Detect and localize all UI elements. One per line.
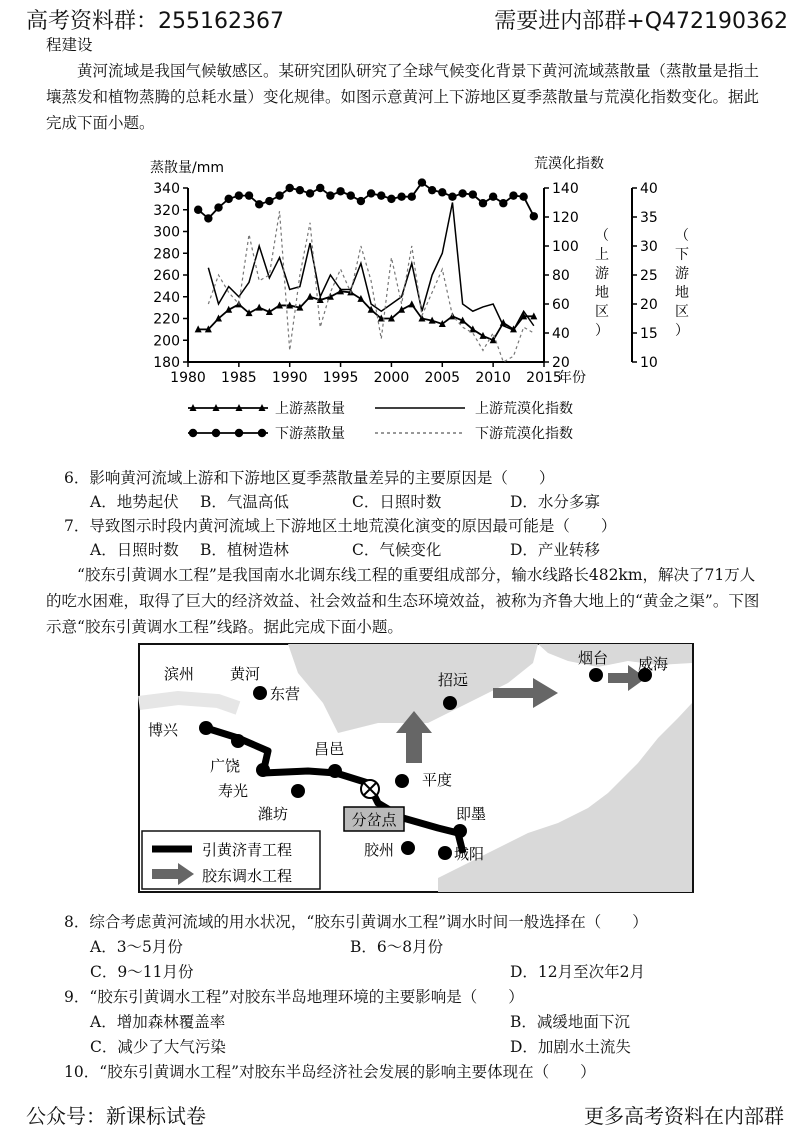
y-left-tick-label: 280 (153, 246, 180, 263)
y-right1-tick-label: 140 (552, 181, 579, 197)
y-right1-axis-title: 游 (595, 266, 609, 282)
q9-option-c: C．减少了大气污染 (90, 1038, 226, 1056)
q7-option-d: D．产业转移 (510, 541, 600, 559)
y-right2-tick-label: 10 (640, 355, 658, 371)
series-point (438, 188, 446, 196)
y-left-axis-title: 蒸散量/mm (150, 160, 224, 176)
legend-label: 下游蒸散量 (275, 426, 345, 442)
label-changyi: 昌邑 (314, 740, 345, 758)
city-dot-shouguang (256, 763, 270, 777)
label-weifang: 潍坊 (258, 805, 289, 823)
y-left-tick-label: 340 (153, 181, 180, 197)
legend-marker (189, 429, 197, 437)
water-diversion-map (138, 643, 694, 893)
y-right1-axis-title: （ (595, 228, 609, 244)
series-point (357, 197, 365, 205)
y-right1-axis-title: 地 (595, 285, 609, 301)
x-tick-label: 2010 (475, 370, 511, 386)
label-huanghe: 黄河 (230, 665, 261, 683)
legend-marker (212, 429, 220, 437)
y-right2-tick-label: 35 (640, 210, 658, 226)
series-point (367, 189, 375, 197)
label-yantai: 烟台 (578, 649, 609, 667)
series-point (235, 191, 243, 199)
q9-option-a: A．增加森林覆盖率 (90, 1013, 226, 1031)
series-point (194, 206, 202, 214)
footer-left: 公众号：新课标试卷 (26, 1104, 206, 1128)
label-pingdu: 平度 (422, 771, 453, 789)
series-point (428, 186, 436, 194)
series-point (357, 295, 364, 302)
y-right1-tick-label: 80 (552, 268, 570, 284)
series-point (387, 195, 395, 203)
city-dot-weifang (291, 784, 305, 798)
y-right1-axis-title: ） (595, 323, 609, 339)
x-tick-label: 1990 (271, 370, 308, 386)
y-right-axis-title: 荒漠化指数 (534, 156, 604, 172)
q7-option-c: C．气候变化 (352, 541, 442, 559)
city-dot-boxing (199, 721, 213, 735)
q8-option-b: B．6～8月份 (350, 938, 444, 956)
question-9: 9．“胶东引黄调水工程”对胶东半岛地理环境的主要影响是（ ） (64, 988, 524, 1006)
question-10: 10．“胶东引黄调水工程”对胶东半岛经济社会发展的影响主要体现在（ ） (64, 1063, 596, 1081)
y-right2-tick-label: 15 (640, 326, 658, 342)
q6-option-a: A．地势起伏 (90, 493, 179, 511)
label-dongying: 东营 (270, 685, 301, 703)
series-point (306, 189, 314, 197)
legend-marker (235, 429, 243, 437)
series-point (408, 300, 415, 307)
y-left-tick-label: 200 (153, 333, 180, 350)
legend-label: 上游蒸散量 (275, 401, 345, 417)
city-dot-jimo (453, 824, 467, 838)
y-right1-tick-label: 100 (552, 239, 579, 255)
header-right: 需要进内部群+Q472190362 (494, 9, 788, 34)
series-point (377, 191, 385, 199)
series-point (499, 199, 507, 207)
y-right1-tick-label: 20 (552, 355, 570, 371)
y-right1-tick-label: 120 (552, 210, 579, 226)
series-point (224, 195, 232, 203)
x-tick-label: 2005 (424, 370, 461, 386)
footer-right: 更多高考资料在内部群 (584, 1104, 784, 1128)
y-right2-tick-label: 30 (640, 239, 658, 255)
y-right1-tick-label: 40 (552, 326, 570, 342)
question-7: 7．导致图示时段内黄河流域上下游地区土地荒漠化演变的原因最可能是（ ） (64, 517, 617, 535)
city-dot-guangrao (231, 734, 245, 748)
y-right1-axis-title: 区 (595, 304, 609, 320)
city-dot-pingdu (395, 774, 409, 788)
y-right2-axis-title: ） (675, 323, 689, 339)
legend-label: 上游荒漠化指数 (475, 401, 573, 417)
y-right2-axis-title: 地 (675, 285, 689, 301)
q7-option-a: A．日照时数 (90, 541, 179, 559)
y-left-tick-label: 300 (153, 224, 180, 241)
q9-option-b: B．减缓地面下沉 (510, 1013, 630, 1031)
legend-marker (258, 429, 266, 437)
legend-label: 下游荒漠化指数 (475, 426, 573, 442)
question-6: 6．影响黄河流域上游和下游地区夏季蒸散量差异的主要原因是（ ） (64, 469, 555, 487)
city-dot-jiaozhou (401, 841, 415, 855)
y-left-tick-label: 320 (153, 202, 180, 219)
series-point (489, 193, 497, 201)
q7-option-b: B．植树造林 (200, 541, 289, 559)
q8-option-d: D．12月至次年2月 (510, 963, 646, 981)
series-point (296, 186, 304, 194)
continued-line: 程建设 (46, 36, 93, 54)
y-left-tick-label: 180 (153, 355, 180, 371)
series-point (326, 191, 334, 199)
series-point (347, 191, 355, 199)
y-left-tick-label: 240 (153, 289, 180, 306)
city-dot-changyi (328, 764, 342, 778)
label-binzhou: 滨州 (164, 665, 195, 683)
series-point (418, 178, 426, 186)
x-tick-label: 2015 (526, 370, 562, 386)
evapotranspiration-chart (150, 150, 710, 450)
x-tick-label: 1995 (322, 370, 359, 386)
x-tick-label: 2000 (373, 370, 410, 386)
label-guangrao: 广饶 (210, 757, 241, 775)
label-jiaozhou: 胶州 (364, 841, 395, 859)
label-chengyang: 城阳 (454, 845, 485, 863)
series-point (458, 189, 466, 197)
legend-label-2: 胶东调水工程 (202, 867, 293, 885)
y-right2-axis-title: 区 (675, 304, 689, 320)
series-point (307, 293, 314, 300)
city-dot-dongying (253, 686, 267, 700)
series-point (469, 190, 477, 198)
label-zhaoyuan: 招远 (438, 671, 469, 689)
y-right2-tick-label: 40 (640, 181, 658, 197)
y-right2-axis-title: 下 (675, 247, 689, 263)
q6-option-d: D．水分多寡 (510, 493, 600, 511)
series-line (208, 211, 533, 362)
x-tick-label: 1980 (170, 370, 206, 386)
q9-option-d: D．加剧水土流失 (510, 1038, 631, 1056)
series-point (214, 203, 222, 211)
intro-paragraph-1: 黄河流域是我国气候敏感区。某研究团队研究了全球气候变化背景下黄河流域蒸散量（蒸散量是指土壤蒸发和植物蒸腾的总耗水量）变化规律。如图示意黄河上下游地区夏季蒸散量与荒漠化指数变化。据此完成下面小题。 (46, 62, 760, 132)
y-right2-axis-title: （ (675, 228, 689, 244)
y-right1-axis-title: 上 (595, 247, 609, 263)
q8-option-c: C．9～11月份 (90, 963, 194, 981)
city-dot-zhaoyuan (443, 696, 457, 710)
series-point (448, 193, 456, 201)
series-point (479, 199, 487, 207)
label-jimo: 即墨 (456, 805, 487, 823)
header-left: 高考资料群：255162367 (26, 9, 284, 34)
series-point (408, 193, 416, 201)
branch-point-label: 分岔点 (351, 811, 397, 829)
y-right1-tick-label: 60 (552, 297, 570, 313)
q6-option-b: B．气温高低 (200, 493, 289, 511)
city-dot-chengyang (438, 846, 452, 860)
series-point (255, 200, 263, 208)
city-dot-yantai (589, 668, 603, 682)
series-point (275, 191, 283, 199)
series-point (204, 214, 212, 222)
label-boxing: 博兴 (148, 721, 179, 739)
series-point (245, 191, 253, 199)
series-point (265, 197, 273, 205)
series-point (519, 193, 527, 201)
legend-label-1: 引黄济青工程 (202, 841, 293, 859)
y-right2-axis-title: 游 (675, 266, 689, 282)
q8-option-a: A．3～5月份 (90, 938, 183, 956)
series-point (509, 191, 517, 199)
intro-paragraph-2: “胶东引黄调水工程”是我国南水北调东线工程的重要组成部分，输水线路长482km，解决了71万人的吃水困难，取得了巨大的经济效益、社会效益和生态环境效益，被称为齐鲁大地上的“黄金之渠”。下图示意“胶东引黄调水工程”线路。据此完成下面小题。 (46, 566, 760, 636)
series-point (256, 304, 263, 311)
x-tick-label: 1985 (221, 370, 257, 386)
y-left-tick-label: 260 (153, 268, 180, 284)
series-point (530, 212, 538, 220)
question-8: 8．综合考虑黄河流域的用水状况，“胶东引黄调水工程”调水时间一般选择在（ ） (64, 913, 648, 931)
q6-option-c: C．日照时数 (352, 493, 442, 511)
series-point (479, 332, 486, 339)
series-point (286, 184, 294, 192)
label-weihai: 威海 (638, 655, 669, 673)
series-point (316, 184, 324, 192)
label-shouguang: 寿光 (218, 782, 249, 800)
series-point (336, 187, 344, 195)
y-right2-tick-label: 20 (640, 297, 658, 313)
x-axis-unit: 年份 (558, 370, 586, 386)
y-right2-tick-label: 25 (640, 268, 658, 284)
y-left-tick-label: 220 (153, 311, 180, 328)
series-point (397, 193, 405, 201)
